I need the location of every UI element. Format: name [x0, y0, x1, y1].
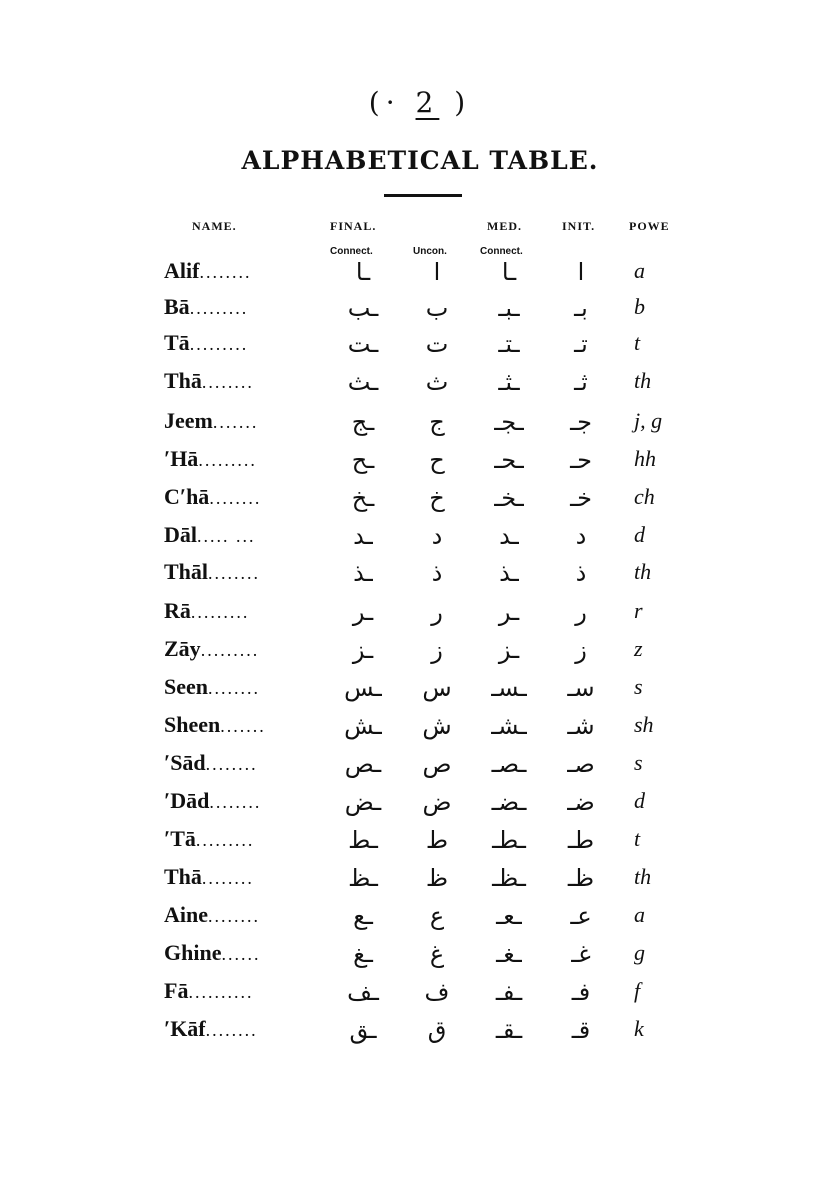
- letter-name: [164, 294, 330, 320]
- leader-dots: ........: [209, 792, 262, 812]
- medial-form: ـخـ: [494, 484, 524, 512]
- final-uncon-form: ز: [431, 636, 443, 664]
- medial-form: ـسـ: [491, 674, 527, 702]
- page-number-value: 2: [415, 86, 440, 119]
- medial-form: ـا: [501, 258, 517, 286]
- letter-name-text: Bā: [164, 294, 190, 319]
- letter-name: [164, 559, 330, 585]
- letter-name: [164, 484, 330, 510]
- final-connect-form: ـب: [347, 294, 379, 322]
- medial-form: ـغـ: [496, 940, 522, 968]
- initial-form: خـ: [570, 484, 592, 512]
- final-connect-form: ـس: [344, 674, 382, 702]
- final-connect-form: ـر: [352, 598, 374, 626]
- final-connect-form: ـش: [344, 712, 382, 740]
- medial-form: ـثـ: [498, 368, 520, 396]
- final-uncon-form: د: [431, 522, 443, 550]
- table-row: [0, 826, 840, 864]
- power-value: a: [634, 902, 645, 927]
- table-row: [0, 598, 840, 636]
- letter-name: [164, 712, 330, 738]
- final-uncon-form: ا: [433, 258, 441, 286]
- final-uncon-form: ط: [425, 826, 449, 854]
- power-value: d: [634, 522, 645, 547]
- final-uncon-form: ع: [429, 902, 445, 930]
- initial-form: بـ: [574, 294, 588, 322]
- power-value: th: [634, 864, 652, 889]
- leader-dots: ........: [201, 372, 254, 392]
- final-connect-form: ـذ: [353, 559, 373, 587]
- initial-form: ثـ: [574, 368, 588, 396]
- table-row: [0, 978, 840, 1016]
- letter-name: [164, 902, 330, 928]
- initial-form: فـ: [571, 978, 591, 1006]
- medial-form: ـضـ: [491, 788, 527, 816]
- final-connect-form: ـظ: [348, 864, 378, 892]
- leader-dots: ..... ...: [197, 526, 256, 546]
- initial-form: ظـ: [567, 864, 595, 892]
- medial-form: ـد: [499, 522, 519, 550]
- leader-dots: ........: [205, 1020, 258, 1040]
- final-uncon-form: خ: [429, 484, 445, 512]
- letter-name-text: Sheen: [164, 712, 221, 737]
- power-value: sh: [634, 712, 654, 737]
- power-value: t: [634, 826, 641, 851]
- initial-form: قـ: [571, 1016, 591, 1044]
- power-value: f: [634, 978, 641, 1003]
- medial-form: ـصـ: [491, 750, 527, 778]
- final-connect-form: ـج: [351, 408, 375, 436]
- letter-name-text: Cʹhā: [164, 484, 210, 509]
- final-connect-form: ـز: [352, 636, 374, 664]
- letter-name: [164, 1016, 330, 1042]
- leader-dots: .......: [220, 716, 266, 736]
- power-value: d: [634, 788, 645, 813]
- power-value: s: [634, 674, 643, 699]
- final-uncon-form: ف: [424, 978, 450, 1006]
- letter-name: [164, 636, 330, 662]
- table-row: [0, 484, 840, 522]
- letter-name: [164, 826, 330, 852]
- letter-name-text: ʹHā: [164, 446, 199, 471]
- leader-dots: .........: [195, 830, 255, 850]
- letter-name-text: Seen: [164, 674, 208, 699]
- final-connect-form: ـا: [355, 258, 371, 286]
- letter-name: [164, 258, 330, 284]
- letter-name-text: Alif: [164, 258, 200, 283]
- letter-name-text: Ghine: [164, 940, 222, 965]
- final-uncon-form: ث: [425, 368, 449, 396]
- letter-name: [164, 598, 330, 624]
- final-connect-form: ـث: [347, 368, 379, 396]
- final-connect-form: ـط: [348, 826, 378, 854]
- final-connect-form: ـد: [353, 522, 373, 550]
- leader-dots: ..........: [188, 982, 254, 1002]
- power-value: th: [634, 368, 652, 393]
- table-row: [0, 636, 840, 674]
- letter-name-text: Aine: [164, 902, 208, 927]
- initial-form: ضـ: [567, 788, 595, 816]
- table-row: [0, 294, 840, 332]
- table-row: [0, 559, 840, 597]
- table-row: [0, 788, 840, 826]
- power-value: j, g: [634, 408, 663, 433]
- leader-dots: .........: [198, 450, 257, 470]
- initial-form: تـ: [574, 330, 588, 358]
- final-connect-form: ـخ: [351, 484, 375, 512]
- medial-form: ـجـ: [494, 408, 524, 436]
- initial-form: حـ: [570, 446, 592, 474]
- letter-name-text: ʹTā: [164, 826, 196, 851]
- power-value: ch: [634, 484, 655, 509]
- page-number-open: (·: [368, 86, 401, 119]
- final-uncon-form: ح: [429, 446, 445, 474]
- header-med: MED.: [487, 219, 522, 233]
- final-uncon-form: ت: [425, 330, 449, 358]
- letter-name-text: ʹKāf: [164, 1016, 206, 1041]
- power-value: b: [634, 294, 645, 319]
- power-value: z: [634, 636, 643, 661]
- leader-dots: ........: [199, 262, 252, 282]
- final-uncon-form: ش: [422, 712, 452, 740]
- page-number-close: ): [454, 86, 472, 119]
- leader-dots: .........: [200, 640, 260, 660]
- initial-form: غـ: [571, 940, 591, 968]
- leader-dots: ........: [201, 868, 254, 888]
- leader-dots: .........: [189, 298, 249, 318]
- letter-name: [164, 978, 330, 1004]
- letter-name-text: Thā: [164, 864, 202, 889]
- letter-name-text: Tā: [164, 330, 190, 355]
- letter-name-text: Thāl: [164, 559, 209, 584]
- table-row: [0, 1016, 840, 1054]
- table-row: [0, 902, 840, 940]
- power-value: s: [634, 750, 643, 775]
- power-value: g: [634, 940, 645, 965]
- letter-name: [164, 408, 330, 434]
- table-row: [0, 522, 840, 560]
- medial-form: ـر: [498, 598, 520, 626]
- final-uncon-form: ظ: [425, 864, 449, 892]
- final-uncon-form: ر: [431, 598, 443, 626]
- final-connect-form: ـح: [351, 446, 375, 474]
- final-connect-form: ـص: [344, 750, 382, 778]
- final-uncon-form: ق: [427, 1016, 447, 1044]
- final-uncon-form: غ: [429, 940, 445, 968]
- initial-form: صـ: [567, 750, 595, 778]
- final-connect-form: ـت: [347, 330, 379, 358]
- final-connect-form: ـق: [349, 1016, 377, 1044]
- leader-dots: .........: [189, 334, 249, 354]
- initial-form: ا: [577, 258, 585, 286]
- letter-name-text: Jeem: [164, 408, 213, 433]
- final-connect-form: ـف: [347, 978, 379, 1006]
- medial-form: ـبـ: [498, 294, 520, 322]
- medial-form: ـشـ: [491, 712, 527, 740]
- table-row: [0, 446, 840, 484]
- table-row: [0, 330, 840, 368]
- page-number: [0, 86, 840, 119]
- header-name: NAME.: [192, 219, 237, 233]
- initial-form: ذ: [575, 559, 587, 587]
- final-uncon-form: ص: [422, 750, 452, 778]
- letter-name-text: Zāy: [164, 636, 201, 661]
- letter-name: [164, 368, 330, 394]
- page-title: ALPHABETICAL TABLE.: [241, 146, 599, 175]
- leader-dots: .........: [190, 602, 250, 622]
- power-value: a: [634, 258, 645, 283]
- initial-form: عـ: [570, 902, 592, 930]
- medial-form: ـز: [498, 636, 520, 664]
- letter-name-text: Dāl: [164, 522, 197, 547]
- letter-name: [164, 940, 330, 966]
- initial-form: طـ: [567, 826, 595, 854]
- initial-form: سـ: [567, 674, 595, 702]
- final-connect-form: ـع: [353, 902, 373, 930]
- power-value: th: [634, 559, 652, 584]
- initial-form: ز: [575, 636, 587, 664]
- letter-name: [164, 330, 330, 356]
- leader-dots: ........: [208, 906, 260, 926]
- table-row: [0, 940, 840, 978]
- header-power: POWE: [629, 219, 670, 233]
- subheader-final-connect: Connect.: [330, 246, 373, 257]
- medial-form: ـذ: [499, 559, 519, 587]
- initial-form: جـ: [570, 408, 592, 436]
- medial-form: ـظـ: [492, 864, 526, 892]
- final-uncon-form: ض: [422, 788, 452, 816]
- table-row: [0, 864, 840, 902]
- table-row: [0, 368, 840, 406]
- letter-name-text: ʹDād: [164, 788, 210, 813]
- letter-name-text: Fā: [164, 978, 189, 1003]
- medial-form: ـقـ: [495, 1016, 523, 1044]
- table-row: [0, 408, 840, 446]
- letter-name-text: ʹSād: [164, 750, 206, 775]
- letter-name: [164, 864, 330, 890]
- letter-name: [164, 788, 330, 814]
- power-value: r: [634, 598, 643, 623]
- medial-form: ـفـ: [495, 978, 523, 1006]
- final-uncon-form: ب: [425, 294, 449, 322]
- power-value: k: [634, 1016, 644, 1041]
- letter-name-text: Thā: [164, 368, 202, 393]
- initial-form: د: [575, 522, 587, 550]
- leader-dots: ........: [208, 563, 261, 583]
- medial-form: ـطـ: [492, 826, 526, 854]
- letter-name: [164, 446, 330, 472]
- medial-form: ـعـ: [496, 902, 522, 930]
- medial-form: ـتـ: [498, 330, 520, 358]
- table-row: [0, 258, 840, 296]
- table-row: [0, 712, 840, 750]
- letter-name-text: Rā: [164, 598, 191, 623]
- final-uncon-form: س: [422, 674, 452, 702]
- header-final: FINAL.: [330, 219, 377, 233]
- table-row: [0, 750, 840, 788]
- final-uncon-form: ذ: [431, 559, 443, 587]
- power-value: t: [634, 330, 641, 355]
- subheader-final-uncon: Uncon.: [413, 246, 447, 257]
- leader-dots: ........: [208, 678, 260, 698]
- final-connect-form: ـض: [344, 788, 382, 816]
- letter-name: [164, 522, 330, 548]
- letter-name: [164, 674, 330, 700]
- leader-dots: ........: [205, 754, 258, 774]
- final-uncon-form: ج: [429, 408, 445, 436]
- header-init: INIT.: [562, 219, 596, 233]
- leader-dots: ......: [221, 944, 261, 964]
- final-connect-form: ـغ: [353, 940, 373, 968]
- letter-name: [164, 750, 330, 776]
- table-row: [0, 674, 840, 712]
- power-value: hh: [634, 446, 656, 471]
- initial-form: ر: [575, 598, 587, 626]
- subheader-med-connect: Connect.: [480, 246, 523, 257]
- title-rule: [384, 194, 462, 197]
- leader-dots: ........: [209, 488, 262, 508]
- initial-form: شـ: [567, 712, 595, 740]
- leader-dots: .......: [212, 412, 259, 432]
- medial-form: ـحـ: [494, 446, 524, 474]
